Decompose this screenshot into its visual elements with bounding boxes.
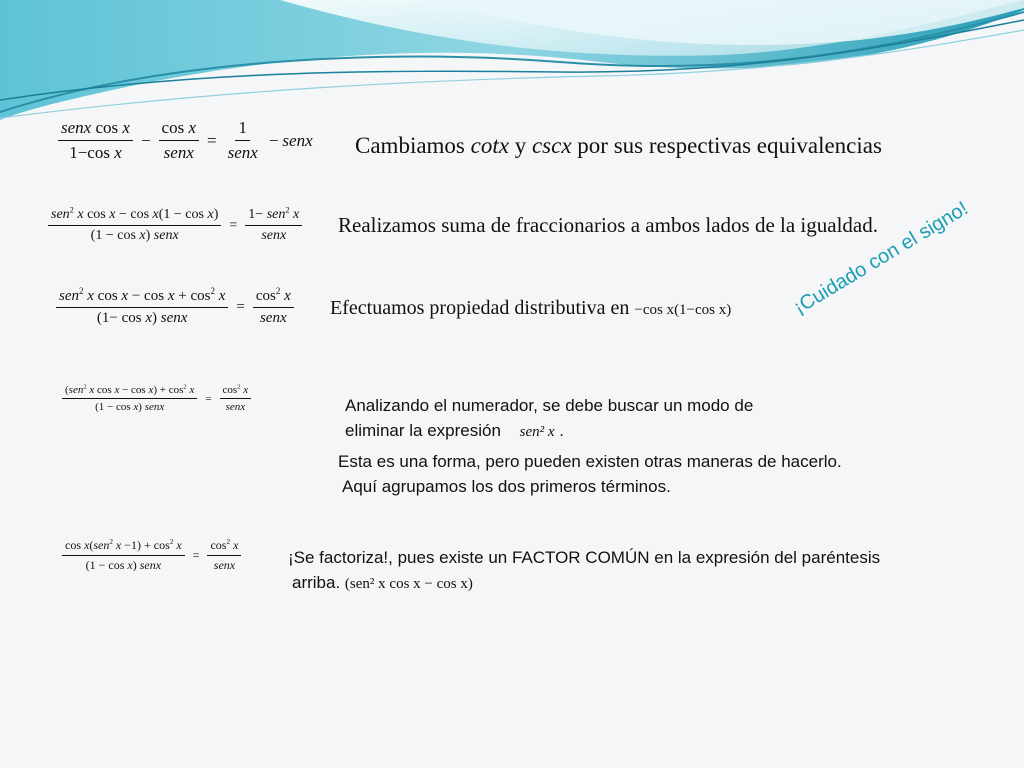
common-factor-expression: (sen² x cos x − cos x): [344, 576, 473, 592]
equation-step-1: $\frac{\text{senx cos x}}{\text{1−cos x}}$ − $\frac{\text{cos x}}{\text{senx}}$ = $\frac{1}{\text{senx}}$ − senx: [54, 118, 313, 163]
header-wave-decoration: [0, 0, 1024, 130]
equation-step-2: $\frac{sen^2 x \cos x - \cos x(1 - \cos x)}{\text{(1 − cos x) senx}}$ = $\frac{1- sen^2 x}{\text{senx}}$: [44, 207, 306, 244]
equation-step-3: $\frac{sen^2 x \cos x - \cos x + \cos^2 x}{\text{(1− cos x) senx}}$ = $\frac{\cos^2 x}{\text{senx}}$: [52, 288, 298, 327]
step-3-explanation: Efectuamos propiedad distributiva en −cos x(1−cos x): [330, 297, 732, 319]
sign-warning: ¡Cuidado con el signo!: [790, 197, 972, 319]
equation-step-4: $\frac{(sen^2 x \cos x - \cos x) + \cos^2 x}{\text{(1 − cos x) senx}}$ = $\frac{\cos^2 x}{\text{senx}}$: [58, 384, 255, 413]
step-2-explanation: Realizamos suma de fraccionarios a ambos lados de la igualdad.: [338, 213, 878, 237]
step-5-explanation: Esta es una forma, pero pueden existen otras maneras de hacerlo. Aquí agrupamos los dos primeros términos.: [338, 452, 842, 496]
equation-step-5: $\frac{\cos x(sen^2 x -1) + \cos^2 x}{\text{(1 − cos x) senx}}$ = $\frac{\cos^2 x}{\text{senx}}$: [58, 538, 245, 573]
step-1-explanation: Cambiamos cotx y cscx por sus respectivas equivalencias: [355, 133, 882, 158]
step-4-explanation: Analizando el numerador, se debe buscar un modo de eliminar la expresión sen² x .: [345, 396, 754, 440]
step-6-explanation: ¡Se factoriza!, pues existe un FACTOR COMÚN en la expresión del paréntesis arriba. (sen² x cos x − cos x): [288, 548, 881, 592]
distributive-expression: −cos x(1−cos x): [634, 302, 732, 318]
expression-sen2x: sen² x: [519, 424, 555, 440]
